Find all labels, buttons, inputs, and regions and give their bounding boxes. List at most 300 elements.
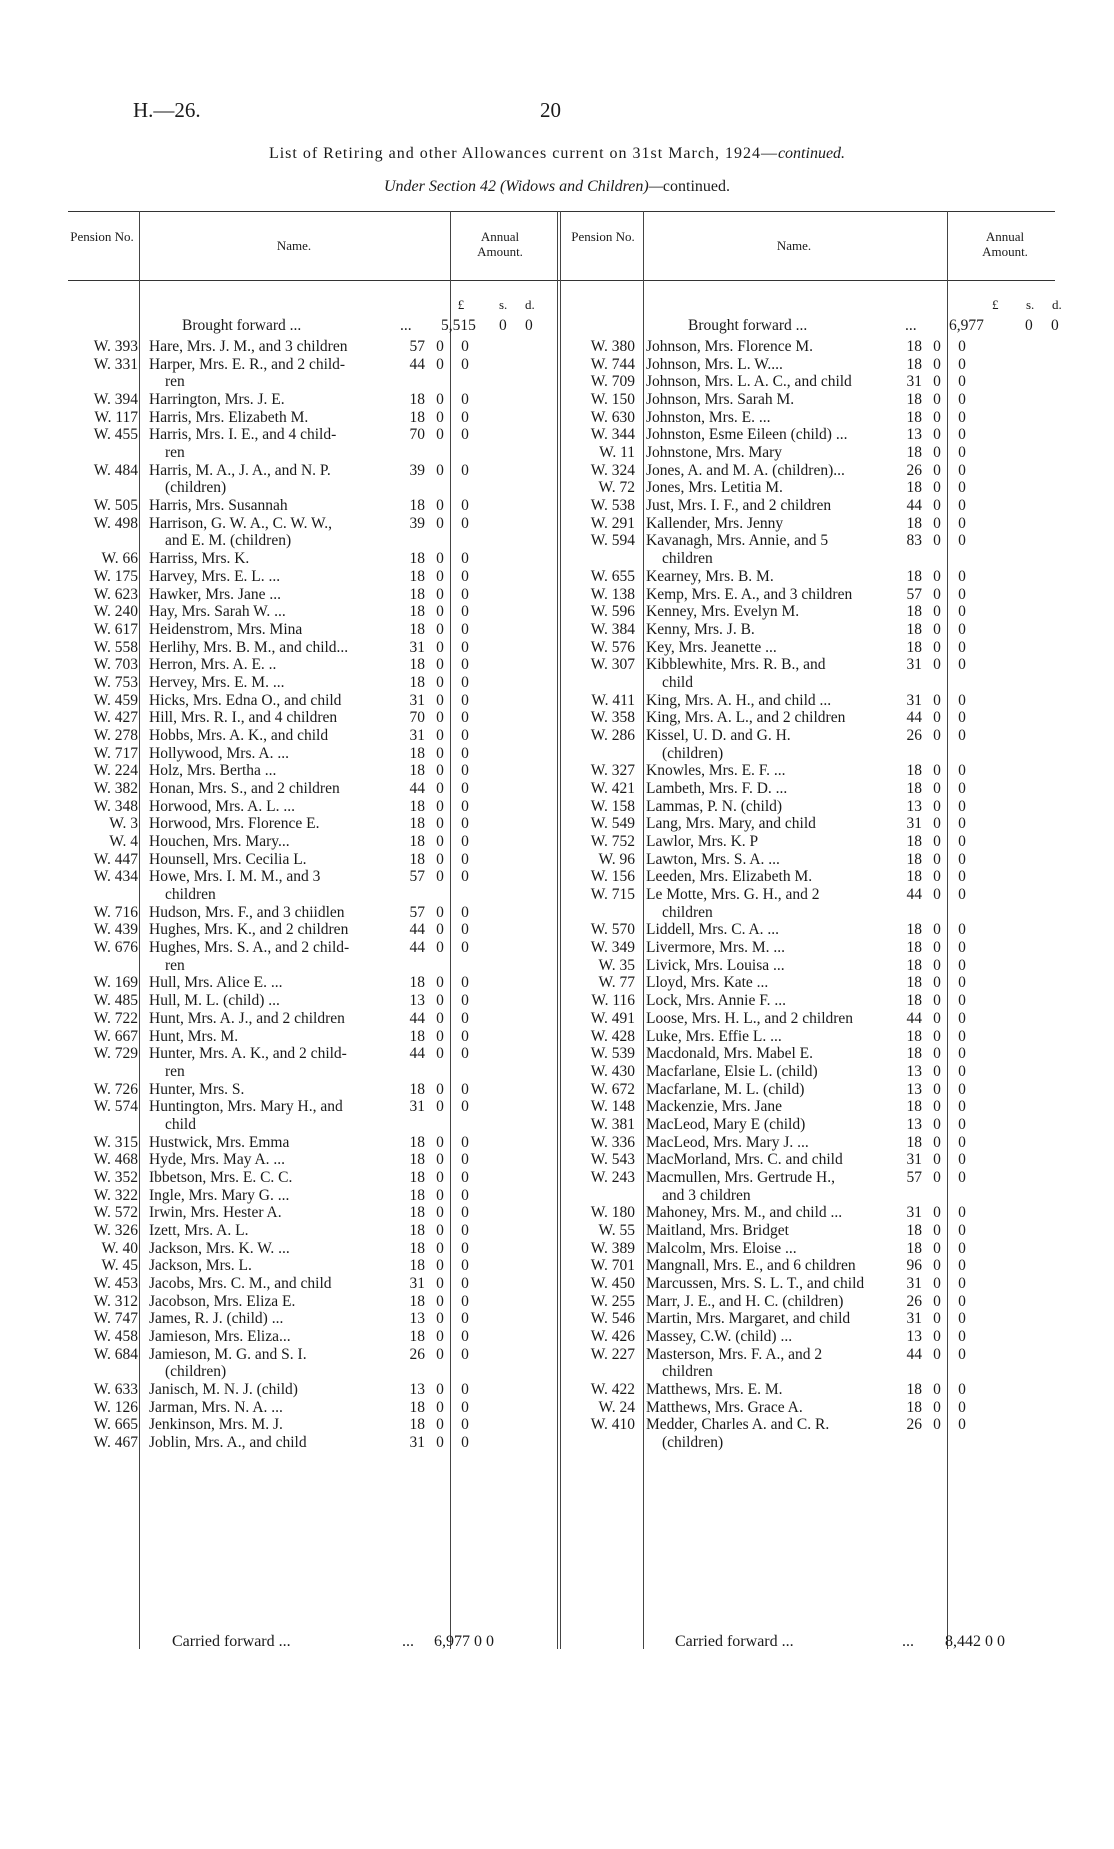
pension-number: W. 676 — [93, 939, 138, 957]
pensioner-name: Hunter, Mrs. A. K., and 2 child- — [149, 1045, 347, 1063]
pensioner-name: Honan, Mrs. S., and 2 children — [149, 780, 340, 797]
amount-shillings: 0 — [436, 1027, 444, 1045]
amount-pounds: 18 — [906, 974, 922, 992]
unit-pence-left: d. — [525, 297, 535, 312]
amount-shillings: 0 — [933, 355, 941, 373]
pension-number: W. 148 — [590, 1098, 635, 1116]
amount-pence: 0 — [958, 373, 966, 391]
pensioner-name: Johnson, Mrs. L. A. C., and child — [646, 373, 852, 391]
pension-number: W. 326 — [93, 1222, 138, 1239]
amount-pence: 0 — [958, 426, 966, 444]
brought-forward-left: Brought forward ... — [182, 317, 302, 334]
amount-shillings: 0 — [933, 1239, 941, 1257]
amount-pounds: 57 — [409, 903, 425, 921]
table-row — [63, 1150, 553, 1169]
amount-pence: 0 — [958, 638, 966, 656]
amount-pounds: 18 — [906, 833, 922, 851]
amount-pence: 0 — [461, 726, 469, 744]
unit-pence-right: d. — [1052, 297, 1062, 312]
amount-shillings: 0 — [436, 1098, 444, 1116]
table-row — [560, 726, 1050, 745]
amount-pounds: 18 — [409, 673, 425, 691]
pensioner-name: Kissel, U. D. and G. H. — [646, 726, 791, 744]
amount-pounds: 83 — [906, 532, 922, 550]
pensioner-name: Matthews, Mrs. Grace A. — [646, 1398, 803, 1416]
amount-shillings: 0 — [933, 408, 941, 426]
amount-pence: 0 — [461, 833, 469, 851]
table-row — [63, 1009, 553, 1028]
table-row — [63, 1097, 553, 1116]
amount-pence: 0 — [958, 1151, 966, 1169]
pensioner-name-continued: (children) — [165, 1363, 227, 1381]
amount-pounds: 13 — [906, 1080, 922, 1098]
amount-shillings: 0 — [933, 1204, 941, 1222]
table-row — [560, 1327, 1050, 1346]
pension-number: W. 175 — [93, 567, 138, 585]
header-amount-right: Annual Amount. — [982, 229, 1028, 259]
amount-pence: 0 — [958, 567, 966, 585]
table-row — [560, 1009, 1050, 1028]
amount-shillings: 0 — [933, 620, 941, 638]
table-row — [63, 1133, 553, 1152]
amount-pence: 0 — [958, 886, 966, 904]
amount-pounds: 18 — [409, 797, 425, 815]
amount-shillings: 0 — [436, 1045, 444, 1063]
pensioner-name: Medder, Charles A. and C. R. — [646, 1416, 830, 1434]
header-pension-no-right: Pension No. — [571, 229, 635, 244]
table-row — [63, 832, 553, 851]
pensioner-name: Hughes, Mrs. S. A., and 2 child- — [149, 939, 350, 957]
amount-shillings: 0 — [933, 886, 941, 904]
table-row — [63, 1380, 553, 1399]
amount-pence: 0 — [461, 408, 469, 426]
amount-pence: 0 — [958, 1275, 966, 1293]
amount-pounds: 18 — [906, 1398, 922, 1416]
pension-number: W. 394 — [93, 391, 138, 409]
unit-shillings-left: s. — [499, 297, 508, 312]
amount-shillings: 0 — [933, 726, 941, 744]
table-row — [560, 531, 1050, 550]
pension-number: W. 633 — [93, 1381, 138, 1399]
table-row — [560, 1380, 1050, 1399]
table-row — [560, 1221, 1050, 1240]
amount-pounds: 18 — [409, 1027, 425, 1045]
amount-pence: 0 — [461, 1222, 469, 1239]
amount-pence: 0 — [461, 691, 469, 709]
pension-number: W. 158 — [590, 797, 635, 815]
amount-pence: 0 — [461, 1151, 469, 1169]
amount-pounds: 26 — [906, 461, 922, 479]
pension-number: W. 3 — [109, 815, 138, 833]
pension-number: W. 278 — [93, 726, 138, 744]
pensioner-name: Jones, A. and M. A. (children)... — [646, 461, 845, 479]
unit-shillings-right: s. — [1026, 297, 1035, 312]
pension-number: W. 623 — [93, 585, 138, 603]
amount-pounds: 31 — [906, 656, 922, 674]
amount-pounds: 31 — [906, 1310, 922, 1328]
amount-pounds: 57 — [409, 338, 425, 355]
table-row — [560, 991, 1050, 1010]
carried-forward-left: Carried forward ... — [172, 1633, 291, 1650]
table-row — [63, 1256, 553, 1275]
amount-pounds: 31 — [409, 638, 425, 656]
bf-pounds: 6,977 — [949, 317, 984, 334]
amount-shillings: 0 — [933, 426, 941, 444]
amount-pence: 0 — [461, 656, 469, 674]
amount-pounds: 18 — [409, 1222, 425, 1239]
pension-number: W. 384 — [590, 620, 635, 638]
amount-pence: 0 — [461, 1328, 469, 1346]
pension-number: W. 485 — [93, 992, 138, 1010]
amount-pounds: 18 — [409, 1186, 425, 1204]
pensioner-name: Lambeth, Mrs. F. D. ... — [646, 780, 788, 797]
table-row — [63, 514, 553, 533]
amount-pounds: 26 — [906, 726, 922, 744]
table-row — [560, 638, 1050, 657]
pensioner-name: Hustwick, Mrs. Emma — [149, 1133, 290, 1151]
pensioner-name: Janisch, M. N. J. (child) — [149, 1381, 298, 1399]
amount-pounds: 39 — [409, 514, 425, 532]
amount-pounds: 18 — [906, 620, 922, 638]
pensioner-name: Herron, Mrs. A. E. .. — [149, 656, 277, 674]
pension-number: W. 126 — [93, 1398, 138, 1416]
pension-number: W. 4 — [109, 833, 138, 851]
table-row — [560, 496, 1050, 515]
pension-number: W. 558 — [93, 638, 138, 656]
pensioner-name: Ibbetson, Mrs. E. C. C. — [149, 1168, 293, 1186]
table-row — [560, 372, 1050, 391]
table-row — [63, 337, 553, 356]
pensioner-name: Herlihy, Mrs. B. M., and child... — [149, 638, 349, 656]
amount-shillings: 0 — [436, 691, 444, 709]
pensioner-name: Hunter, Mrs. S. — [149, 1080, 245, 1098]
amount-pounds: 96 — [906, 1257, 922, 1275]
amount-pounds: 18 — [906, 479, 922, 497]
pension-number: W. 382 — [93, 780, 138, 797]
table-row — [560, 814, 1050, 833]
table-row — [560, 691, 1050, 710]
amount-pence: 0 — [958, 620, 966, 638]
brought-forward-amount-left — [441, 316, 533, 335]
table-row — [560, 567, 1050, 586]
table-row — [560, 1274, 1050, 1293]
amount-shillings: 0 — [436, 921, 444, 939]
table-row — [63, 1327, 553, 1346]
carried-forward-amount-left: 6,977 0 0 — [434, 1633, 494, 1650]
amount-shillings: 0 — [933, 868, 941, 886]
amount-shillings: 0 — [933, 638, 941, 656]
pension-number: W. 358 — [590, 709, 635, 727]
pensioner-name: Knowles, Mrs. E. F. ... — [646, 762, 786, 780]
table-row — [63, 1027, 553, 1046]
pension-number: W. 672 — [590, 1080, 635, 1098]
pensioner-name: Lammas, P. N. (child) — [646, 797, 783, 815]
pension-number: W. 381 — [590, 1115, 635, 1133]
table-row — [63, 1274, 553, 1293]
amount-pounds: 18 — [906, 1239, 922, 1257]
header-amount-left: Annual Amount. — [477, 229, 523, 259]
table-row — [560, 620, 1050, 639]
amount-pence: 0 — [461, 497, 469, 515]
pensioner-name: Heidenstrom, Mrs. Mina — [149, 620, 303, 638]
amount-pence: 0 — [461, 1168, 469, 1186]
table-row — [63, 814, 553, 833]
amount-pence: 0 — [461, 1310, 469, 1328]
amount-pounds: 18 — [409, 1080, 425, 1098]
amount-pounds: 18 — [906, 1222, 922, 1239]
pension-number: W. 539 — [590, 1045, 635, 1063]
pension-number: W. 505 — [93, 497, 138, 515]
pension-number: W. 410 — [590, 1416, 635, 1434]
pensioner-name: Mackenzie, Mrs. Jane — [646, 1098, 783, 1116]
pension-number: W. 447 — [93, 850, 138, 868]
amount-shillings: 0 — [933, 1098, 941, 1116]
amount-shillings: 0 — [436, 1257, 444, 1275]
amount-shillings: 0 — [933, 1168, 941, 1186]
amount-shillings: 0 — [436, 514, 444, 532]
page-number: 20 — [540, 98, 561, 122]
amount-shillings: 0 — [436, 939, 444, 957]
amount-pence: 0 — [461, 1292, 469, 1310]
pensioner-name: Hyde, Mrs. May A. ... — [149, 1151, 286, 1169]
table-row — [560, 602, 1050, 621]
amount-pence: 0 — [958, 762, 966, 780]
pension-number: W. 344 — [590, 426, 635, 444]
amount-pence: 0 — [958, 1310, 966, 1328]
carried-forward-right: Carried forward ... — [675, 1633, 794, 1650]
pension-number: W. 450 — [590, 1275, 635, 1293]
amount-pounds: 13 — [906, 1062, 922, 1080]
table-row — [560, 390, 1050, 409]
pension-number: W. 684 — [93, 1345, 138, 1363]
pension-number: W. 491 — [590, 1009, 635, 1027]
pension-number: W. 421 — [590, 780, 635, 797]
amount-pounds: 26 — [906, 1292, 922, 1310]
amount-pounds: 44 — [906, 1009, 922, 1027]
pensioner-name: Harriss, Mrs. K. — [149, 550, 250, 568]
table-row — [560, 1062, 1050, 1081]
amount-pence: 0 — [958, 444, 966, 462]
table-row — [63, 744, 553, 763]
amount-pounds: 18 — [409, 567, 425, 585]
carried-forward-amount-right: 8,442 0 0 — [945, 1633, 1005, 1650]
amount-shillings: 0 — [933, 762, 941, 780]
amount-shillings: 0 — [436, 391, 444, 409]
table-row — [63, 1239, 553, 1258]
pensioner-name: Johnson, Mrs. L. W.... — [646, 355, 783, 373]
pension-number: W. 543 — [590, 1151, 635, 1169]
table-row — [63, 355, 553, 374]
amount-pounds: 44 — [906, 497, 922, 515]
amount-pence: 0 — [958, 974, 966, 992]
table-row — [63, 973, 553, 992]
pension-number: W. 286 — [590, 726, 635, 744]
amount-pounds: 18 — [906, 1045, 922, 1063]
amount-pounds: 39 — [409, 461, 425, 479]
amount-pounds: 31 — [906, 815, 922, 833]
pension-number: W. 327 — [590, 762, 635, 780]
pension-number: W. 594 — [590, 532, 635, 550]
table-row — [560, 1150, 1050, 1169]
pensioner-name: Horwood, Mrs. A. L. ... — [149, 797, 295, 815]
amount-pounds: 44 — [906, 886, 922, 904]
amount-pence: 0 — [958, 939, 966, 957]
amount-pence: 0 — [461, 1381, 469, 1399]
table-row — [560, 832, 1050, 851]
pensioner-name: Malcolm, Mrs. Eloise ... — [646, 1239, 797, 1257]
amount-shillings: 0 — [933, 921, 941, 939]
subtitle-italic: Under Section 42 (Widows and Children)— — [383, 178, 663, 195]
amount-pence: 0 — [461, 797, 469, 815]
amount-shillings: 0 — [933, 603, 941, 621]
pensioner-name: Johnstone, Mrs. Mary — [646, 444, 783, 462]
amount-pence: 0 — [461, 338, 469, 355]
pensioner-name: Hicks, Mrs. Edna O., and child — [149, 691, 342, 709]
amount-pence: 0 — [958, 1381, 966, 1399]
amount-pounds: 18 — [906, 1098, 922, 1116]
table-title — [0, 145, 1114, 163]
amount-pounds: 18 — [906, 1381, 922, 1399]
pension-number: W. 665 — [93, 1416, 138, 1434]
pensioner-name: Jenkinson, Mrs. M. J. — [149, 1416, 283, 1434]
pensioner-name: Jones, Mrs. Letitia M. — [646, 479, 783, 497]
amount-pence: 0 — [958, 921, 966, 939]
pension-number: W. 459 — [93, 691, 138, 709]
amount-pounds: 70 — [409, 709, 425, 727]
pensioner-name: Macmullen, Mrs. Gertrude H., — [646, 1168, 835, 1186]
table-row — [560, 514, 1050, 533]
amount-shillings: 0 — [436, 567, 444, 585]
amount-pounds: 44 — [409, 939, 425, 957]
pension-number: W. 45 — [101, 1257, 138, 1275]
pensioner-name: Macdonald, Mrs. Mabel E. — [646, 1045, 814, 1063]
pensioner-name-continued: and E. M. (children) — [165, 532, 292, 550]
pension-number: W. 116 — [591, 992, 635, 1010]
amount-pence: 0 — [461, 355, 469, 373]
amount-pounds: 13 — [906, 1328, 922, 1346]
table-row — [63, 779, 553, 798]
amount-pence: 0 — [461, 585, 469, 603]
amount-pence: 0 — [958, 585, 966, 603]
table-row — [560, 655, 1050, 674]
amount-pence: 0 — [461, 1275, 469, 1293]
pensioner-name: Hudson, Mrs. F., and 3 chiidlen — [149, 903, 345, 921]
amount-pounds: 13 — [409, 1381, 425, 1399]
amount-shillings: 0 — [933, 1222, 941, 1239]
bf-shillings: 0 — [1025, 317, 1033, 334]
table-row — [560, 425, 1050, 444]
pensioner-name: Hull, Mrs. Alice E. ... — [149, 974, 283, 992]
pension-number: W. 169 — [93, 974, 138, 992]
amount-pounds: 13 — [906, 426, 922, 444]
amount-pounds: 57 — [906, 1168, 922, 1186]
amount-shillings: 0 — [933, 461, 941, 479]
table-row — [560, 1292, 1050, 1311]
amount-shillings: 0 — [436, 461, 444, 479]
amount-shillings: 0 — [933, 1027, 941, 1045]
table-row — [560, 1097, 1050, 1116]
amount-pence: 0 — [958, 391, 966, 409]
pensioner-name: Johnson, Mrs. Sarah M. — [646, 391, 795, 409]
table-row — [560, 1256, 1050, 1275]
amount-pence: 0 — [461, 815, 469, 833]
pensioner-name: Harris, Mrs. I. E., and 4 child- — [149, 426, 337, 444]
amount-pence: 0 — [958, 1009, 966, 1027]
pension-number: W. 596 — [590, 603, 635, 621]
pensioner-name: Hay, Mrs. Sarah W. ... — [149, 603, 286, 621]
pension-number: W. 576 — [590, 638, 635, 656]
amount-shillings: 0 — [933, 709, 941, 727]
pensioner-name: Kenney, Mrs. Evelyn M. — [646, 603, 800, 621]
amount-pounds: 18 — [906, 921, 922, 939]
amount-pence: 0 — [461, 1186, 469, 1204]
pensioner-name: Harris, Mrs. Susannah — [149, 497, 288, 515]
amount-shillings: 0 — [933, 585, 941, 603]
amount-pence: 0 — [461, 391, 469, 409]
header-name-left: Name. — [276, 238, 312, 253]
amount-shillings: 0 — [436, 833, 444, 851]
pensioner-name: Jackson, Mrs. K. W. ... — [149, 1239, 290, 1257]
pensioner-name: Livick, Mrs. Louisa ... — [646, 956, 785, 974]
pension-number: W. 747 — [93, 1310, 138, 1328]
pensioner-name: Hughes, Mrs. K., and 2 children — [149, 921, 349, 939]
table-row — [63, 797, 553, 816]
amount-pounds: 57 — [409, 868, 425, 886]
amount-pence: 0 — [958, 992, 966, 1010]
subtitle-rest: continued. — [662, 178, 731, 195]
header-name-right: Name. — [776, 238, 812, 253]
amount-pence: 0 — [461, 992, 469, 1010]
table-row — [63, 1433, 553, 1452]
pensioner-name: MacLeod, Mrs. Mary J. ... — [646, 1133, 809, 1151]
amount-shillings: 0 — [933, 1062, 941, 1080]
pensioner-name: Johnston, Esme Eileen (child) ... — [646, 426, 848, 444]
brought-forward-right: Brought forward ... — [688, 317, 808, 334]
amount-pence: 0 — [958, 868, 966, 886]
amount-shillings: 0 — [436, 620, 444, 638]
table-row — [63, 1415, 553, 1434]
pensioner-name: Jackson, Mrs. L. — [149, 1257, 252, 1275]
pensioner-name: Hollywood, Mrs. A. ... — [149, 744, 289, 762]
table-row — [560, 1309, 1050, 1328]
amount-shillings: 0 — [933, 992, 941, 1010]
amount-pounds: 18 — [906, 1133, 922, 1151]
amount-pence: 0 — [958, 1062, 966, 1080]
amount-pence: 0 — [461, 1204, 469, 1222]
amount-pence: 0 — [958, 709, 966, 727]
pension-number: W. 72 — [598, 479, 635, 497]
amount-shillings: 0 — [436, 903, 444, 921]
pension-number: W. 617 — [93, 620, 138, 638]
amount-pounds: 18 — [906, 514, 922, 532]
amount-shillings: 0 — [933, 1398, 941, 1416]
carried-forward-dots-left: ... — [402, 1633, 414, 1650]
pensioner-name: Macfarlane, M. L. (child) — [646, 1080, 805, 1098]
amount-pounds: 18 — [409, 550, 425, 568]
pensioner-name: Kallender, Mrs. Jenny — [646, 514, 784, 532]
amount-pence: 0 — [461, 1080, 469, 1098]
pension-number: W. 428 — [590, 1027, 635, 1045]
amount-pence: 0 — [461, 514, 469, 532]
amount-pence: 0 — [958, 850, 966, 868]
amount-pence: 0 — [461, 550, 469, 568]
pensioner-name: Kibblewhite, Mrs. R. B., and — [646, 656, 826, 674]
amount-shillings: 0 — [436, 1080, 444, 1098]
amount-shillings: 0 — [436, 585, 444, 603]
amount-shillings: 0 — [436, 1151, 444, 1169]
pensioner-name: Just, Mrs. I. F., and 2 children — [646, 497, 832, 515]
pensioner-name: MacLeod, Mary E (child) — [646, 1115, 806, 1133]
